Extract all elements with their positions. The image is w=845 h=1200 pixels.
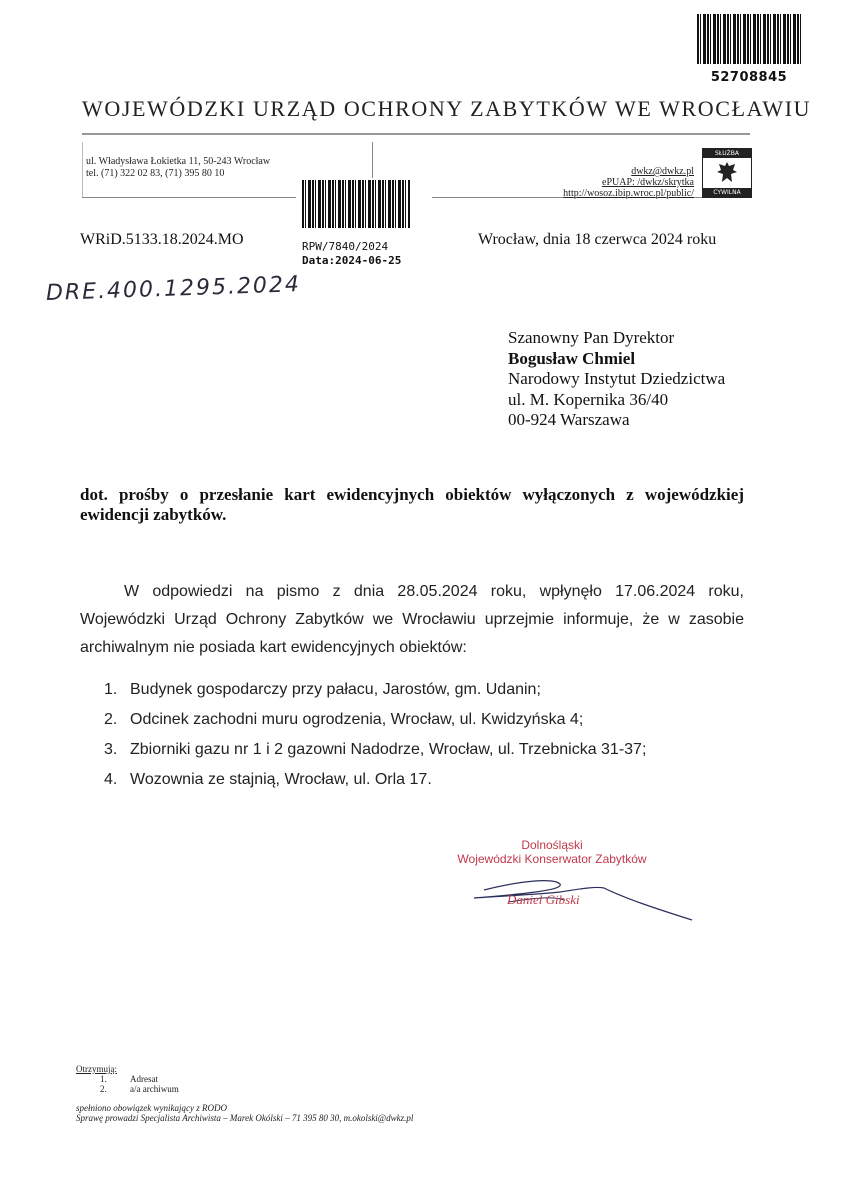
email-link[interactable]: dwkz@dwkz.pl xyxy=(631,166,694,177)
handwritten-signature xyxy=(464,868,696,928)
stamp-line-title: Wojewódzki Konserwator Zabytków xyxy=(457,852,647,866)
stamp-line-region: Dolnośląski xyxy=(521,838,583,852)
gdpr-note: spełniono obowiązek wynikający z RODO xyxy=(76,1103,227,1113)
barcode-image xyxy=(697,14,801,64)
list-item xyxy=(76,1084,179,1094)
handwritten-reference: DRE.400.1295.2024 xyxy=(45,272,302,306)
distribution-header: Otrzymują: xyxy=(76,1064,117,1074)
distribution-number: 1. xyxy=(100,1074,107,1084)
letter-body: W odpowiedzi na pismo z dnia 28.05.2024 roku, wpłynęło 17.06.2024 roku, Wojewódzki Urząd Ochrony Zabytków we Wrocławiu uprzejmie informuje, że w zasobie archiwalnym nie posiada kart ewidencyjnych obiektów: xyxy=(80,583,744,656)
office-contacts xyxy=(500,166,694,199)
bip-link[interactable]: http://wosoz.ibip.wroc.pl/public/ xyxy=(563,188,694,199)
list-item-number: 3. xyxy=(104,741,118,758)
emblem-top-text: SŁUŻBA xyxy=(703,149,751,158)
recipient-block xyxy=(508,328,725,431)
eagle-icon xyxy=(715,160,739,186)
address-frame-left xyxy=(82,142,83,198)
list-item xyxy=(104,740,764,770)
barcode-number: 52708845 xyxy=(710,70,788,85)
distribution-recipient: Adresat xyxy=(130,1074,158,1084)
office-title: WOJEWÓDZKI URZĄD OCHRONY ZABYTKÓW WE WROCŁAWIU xyxy=(82,96,812,121)
phone-line: tel. (71) 322 02 83, (71) 395 80 10 xyxy=(86,168,225,179)
list-item-number: 1. xyxy=(104,681,118,698)
distribution-number: 2. xyxy=(100,1084,107,1094)
conservator-stamp xyxy=(452,838,652,866)
letter-subject: dot. prośby o przesłanie kart ewidencyjnych obiektów wyłączonych z wojewódzkiej ewidencji zabytków. xyxy=(80,485,744,524)
distribution-recipient: a/a archiwum xyxy=(130,1084,179,1094)
place-date: Wrocław, dnia 18 czerwca 2024 roku xyxy=(478,231,717,248)
epuap-link[interactable]: ePUAP: /dwkz/skrytka xyxy=(602,177,694,188)
list-item-text: Zbiorniki gazu nr 1 i 2 gazowni Nadodrze, Wrocław, ul. Trzebnicka 31-37; xyxy=(130,741,647,758)
list-item xyxy=(76,1074,158,1084)
list-item xyxy=(104,680,764,710)
list-item xyxy=(104,770,764,800)
recipient-institution: Narodowy Instytut Dziedzictwa xyxy=(508,369,726,388)
top-barcode-block xyxy=(697,14,801,85)
recipient-salutation: Szanowny Pan Dyrektor xyxy=(508,328,675,347)
registration-number: RPW/7840/2024 xyxy=(302,240,389,253)
list-item-text: Odcinek zachodni muru ogrodzenia, Wrocław, ul. Kwidzyńska 4; xyxy=(130,711,584,728)
stamp-signatory-name: Daniel Gibski xyxy=(507,892,580,907)
distribution-list xyxy=(76,1064,179,1094)
office-address xyxy=(86,156,270,180)
recipient-city: 00-924 Warszawa xyxy=(508,410,630,429)
registration-stamp xyxy=(296,178,432,274)
list-item xyxy=(104,710,764,740)
list-item-number: 2. xyxy=(104,711,118,728)
registration-date: Data:2024-06-25 xyxy=(302,254,402,267)
list-item-text: Wozownia ze stajnią, Wrocław, ul. Orla 17. xyxy=(130,771,432,788)
emblem-bottom-text: CYWILNA xyxy=(703,188,751,197)
case-handler-note: Sprawę prowadzi Specjalista Archiwista – Marek Okólski – 71 395 80 30, m.okolski@dwkz.pl xyxy=(76,1113,414,1123)
civil-service-emblem xyxy=(702,148,752,198)
address-line: ul. Władysława Łokietka 11, 50-243 Wrocław xyxy=(86,156,271,167)
footer-note xyxy=(76,1103,413,1123)
registration-barcode xyxy=(302,180,410,228)
recipient-name: Bogusław Chmiel xyxy=(508,348,636,368)
object-list xyxy=(104,680,764,800)
case-number: WRiD.5133.18.2024.MO xyxy=(80,231,244,248)
list-item-number: 4. xyxy=(104,771,118,788)
list-item-text: Budynek gospodarczy przy pałacu, Jarostów, gm. Udanin; xyxy=(130,681,541,698)
title-rule xyxy=(82,133,750,135)
recipient-street: ul. M. Kopernika 36/40 xyxy=(508,389,669,409)
